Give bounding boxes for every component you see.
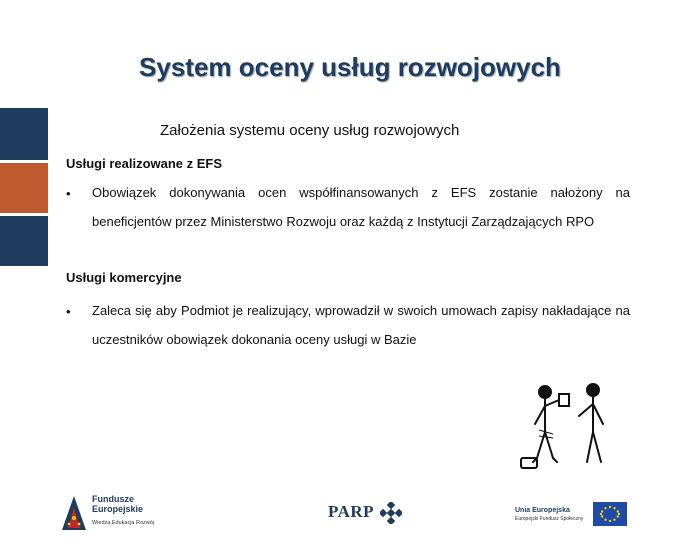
fe-logo-sub: Wiedza Edukacja Rozwój [92, 520, 155, 526]
section-heading-commercial: Usługi komercyjne [66, 270, 182, 285]
fundusze-europejskie-icon [60, 492, 88, 532]
slide-subtitle: Założenia systemu oceny usług rozwojowych [160, 122, 460, 139]
fe-logo-line1: Fundusze [92, 494, 134, 504]
bullet-marker: • [66, 304, 71, 319]
footer [0, 488, 700, 539]
bullet-marker: • [66, 186, 71, 201]
parp-logo [328, 496, 408, 532]
fe-logo-text [92, 494, 143, 514]
people-clipart [505, 380, 635, 480]
fe-logo-line2: Europejskie [92, 504, 144, 514]
parp-logo-text: PARP [328, 502, 375, 521]
bullet-text: Obowiązek dokonywania ocen współfinansowanych z EFS zostanie nałożony na beneficjentów przez Ministerstwo Rozwoju oraz każdą z Instytucji Zarządzających RPO [92, 185, 630, 229]
parp-emblem-icon [380, 502, 402, 524]
eu-logo-sub: Europejski Fundusz Społeczny [515, 516, 584, 522]
side-accent-bottom [0, 216, 48, 266]
fundusze-europejskie-logo [60, 492, 180, 534]
eu-flag-icon [593, 502, 627, 526]
eu-logo [515, 494, 635, 534]
eu-logo-text [515, 506, 583, 524]
eu-logo-line1: Unia Europejska [515, 507, 570, 514]
eu-stars-icon [593, 502, 627, 526]
section-heading-efs: Usługi realizowane z EFS [66, 156, 223, 171]
bullet-text: Zaleca się aby Podmiot je realizujący, wprowadził w swoich umowach zapisy nakładające na uczestników obowiązek dokonania oceny usługi w Bazie [92, 303, 630, 347]
side-accent-top [0, 108, 48, 160]
side-accent-middle [0, 163, 48, 213]
slide-title: System oceny usług rozwojowych [139, 52, 561, 82]
